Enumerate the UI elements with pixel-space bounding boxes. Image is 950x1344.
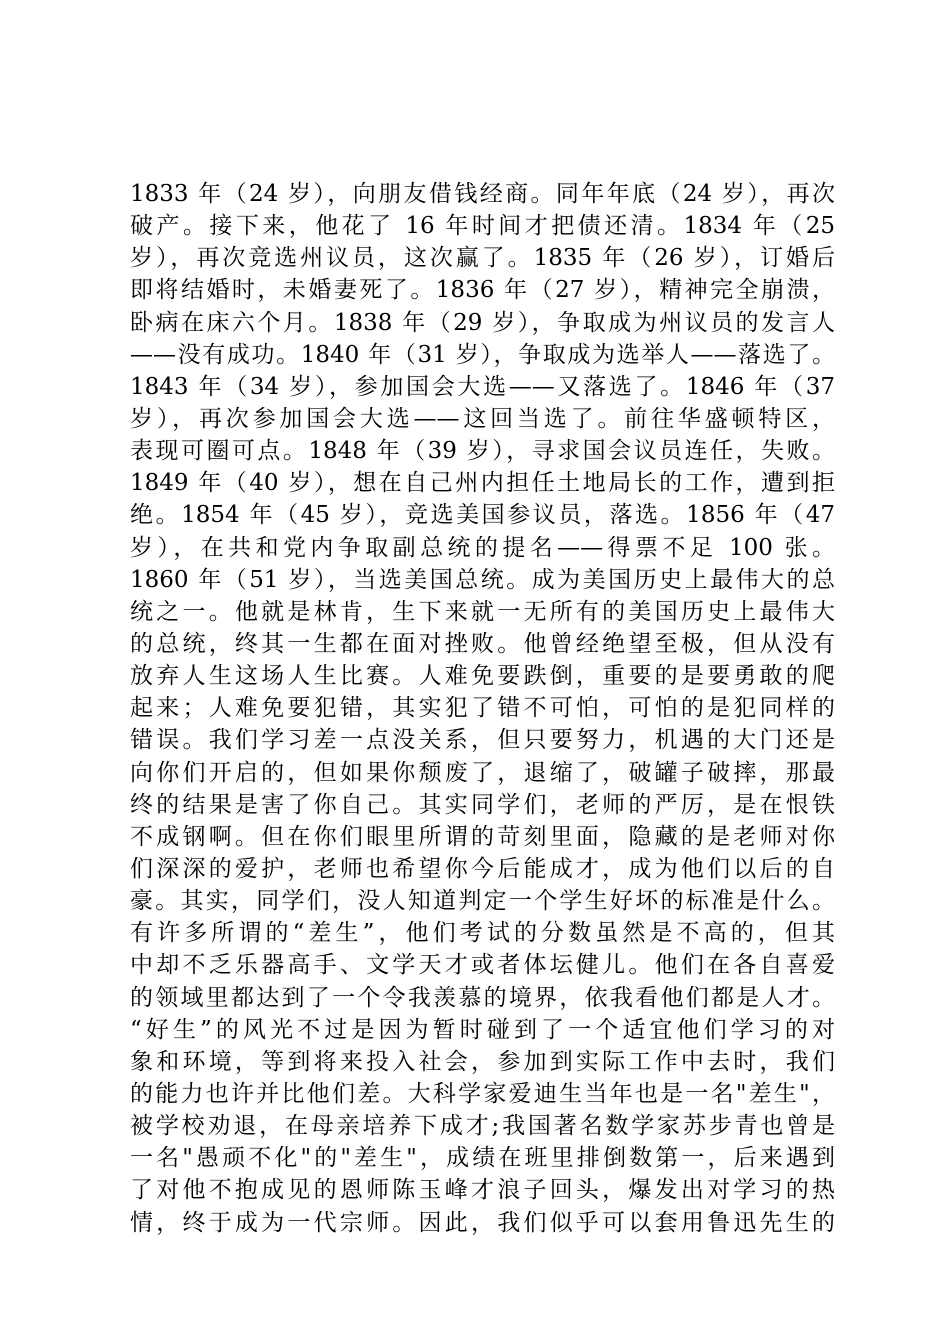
text-line: 1860 年（51 岁），当选美国总统。成为美国历史上最伟大的总 [130, 566, 835, 593]
text-line: “好生”的风光不过是因为暂时碰到了一个适宜他们学习的对 [130, 1016, 835, 1043]
text-line: 不成钢啊。但在你们眼里所谓的苛刻里面，隐藏的是老师对你 [130, 823, 835, 850]
text-line: 情，终于成为一代宗师。因此，我们似乎可以套用鲁迅先生的 [130, 1209, 835, 1236]
text-line: 绝。1854 年（45 岁），竞选美国参议员，落选。1856 年（47 [130, 502, 835, 529]
text-line: 的总统，终其一生都在面对挫败。他曾经绝望至极，但从没有 [130, 630, 835, 657]
text-line: 岁），在共和党内争取副总统的提名——得票不足 100 张。 [130, 534, 835, 561]
text-line: 放弃人生这场人生比赛。人难免要跌倒，重要的是要勇敢的爬 [130, 663, 835, 690]
text-line: 1849 年（40 岁），想在自己州内担任土地局长的工作，遭到拒 [130, 470, 835, 497]
text-line: 的领域里都达到了一个令我羡慕的境界，依我看他们都是人才。 [130, 984, 835, 1011]
text-line: 一名"愚顽不化"的"差生"，成绩在班里排倒数第一，后来遇到 [130, 1145, 835, 1172]
text-line: 岁），再次竞选州议员，这次赢了。1835 年（26 岁），订婚后 [130, 245, 835, 272]
text-line: 卧病在床六个月。1838 年（29 岁），争取成为州议员的发言人 [130, 309, 835, 336]
text-line: 中却不乏乐器高手、文学天才或者体坛健儿。他们在各自喜爱 [130, 952, 835, 979]
text-line: 的能力也许并比他们差。大科学家爱迪生当年也是一名"差生"， [130, 1080, 835, 1107]
text-line: 1843 年（34 岁），参加国会大选——又落选了。1846 年（37 [130, 373, 835, 400]
text-line: 们深深的爱护，老师也希望你今后能成才，成为他们以后的自 [130, 855, 835, 882]
text-line: ——没有成功。1840 年（31 岁），争取成为选举人——落选了。 [130, 341, 835, 368]
text-line: 终的结果是害了你自己。其实同学们，老师的严厉，是在恨铁 [130, 791, 835, 818]
text-line: 统之一。他就是林肯，生下来就一无所有的美国历史上最伟大 [130, 598, 835, 625]
text-line: 了对他不抱成见的恩师陈玉峰才浪子回头，爆发出对学习的热 [130, 1177, 835, 1204]
text-line: 有许多所谓的“差生”，他们考试的分数虽然是不高的，但其 [130, 920, 835, 947]
text-line: 豪。其实，同学们，没人知道判定一个学生好坏的标准是什么。 [130, 888, 835, 915]
text-line: 象和环境，等到将来投入社会，参加到实际工作中去时，我们 [130, 1048, 835, 1075]
text-line: 错误。我们学习差一点没关系，但只要努力，机遇的大门还是 [130, 727, 835, 754]
text-line: 向你们开启的，但如果你颓废了，退缩了，破罐子破摔，那最 [130, 759, 835, 786]
text-line: 被学校劝退，在母亲培养下成才;我国著名数学家苏步青也曾是 [130, 1113, 835, 1140]
text-line: 破产。接下来，他花了 16 年时间才把债还清。1834 年（25 [130, 213, 835, 240]
text-line: 起来；人难免要犯错，其实犯了错不可怕，可怕的是犯同样的 [130, 695, 835, 722]
text-line: 表现可圈可点。1848 年（39 岁），寻求国会议员连任，失败。 [130, 438, 835, 465]
text-line: 1833 年（24 岁），向朋友借钱经商。同年年底（24 岁），再次 [130, 181, 835, 207]
text-line: 岁），再次参加国会大选——这回当选了。前往华盛顿特区， [130, 405, 835, 432]
body-text [130, 178, 835, 1239]
text-line: 即将结婚时，未婚妻死了。1836 年（27 岁），精神完全崩溃， [130, 277, 835, 304]
